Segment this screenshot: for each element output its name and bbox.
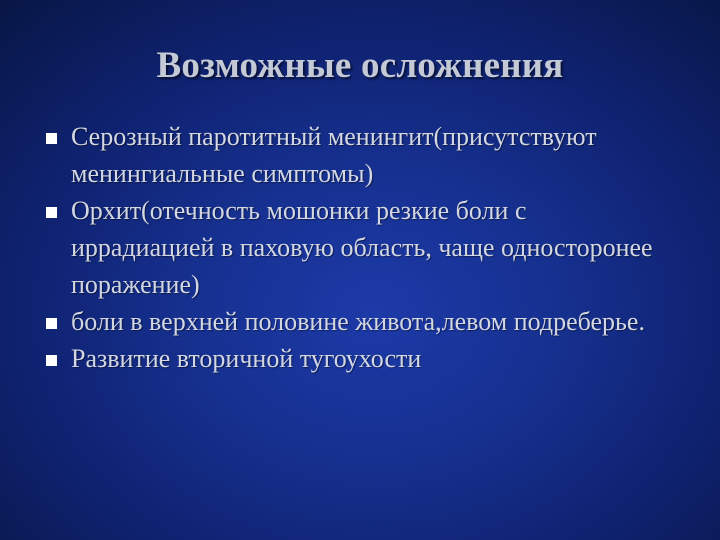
- bullet-text: Орхит(отечность мошонки резкие боли с иррадиацией в паховую область, чаще односторонее поражение): [71, 196, 653, 299]
- bullet-text: Развитие вторичной тугоухости: [71, 344, 422, 373]
- slide-title: Возможные осложнения: [156, 45, 564, 86]
- bullet-list: [46, 118, 666, 377]
- bullet-item: [46, 303, 666, 340]
- square-bullet-icon: [46, 133, 57, 144]
- bullet-item: [46, 340, 666, 377]
- square-bullet-icon: [46, 318, 57, 329]
- square-bullet-icon: [46, 355, 57, 366]
- square-bullet-icon: [46, 207, 57, 218]
- bullet-item: [46, 118, 666, 192]
- bullet-text: Серозный паротитный менингит(присутствуют менингиальные симптомы): [71, 122, 597, 188]
- bullet-item: [46, 192, 666, 303]
- bullet-text: боли в верхней половине живота,левом подреберье.: [71, 307, 645, 336]
